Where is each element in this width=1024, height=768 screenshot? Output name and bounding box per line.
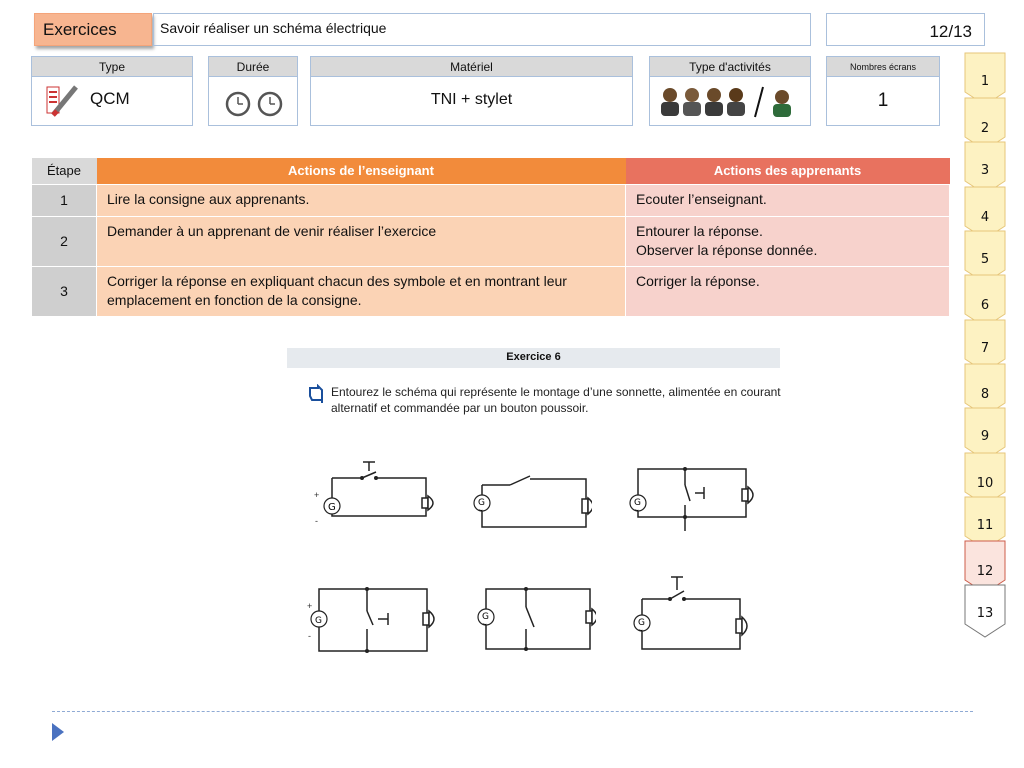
info-activites-label: Type d'activités (650, 57, 810, 77)
col-header-enseignant: Actions de l’enseignant (97, 158, 626, 184)
info-type-label: Type (32, 57, 192, 77)
generator-label: G (328, 502, 336, 513)
info-materiel (310, 56, 633, 126)
tab-label: 4 (980, 210, 990, 225)
tab-label: 10 (976, 476, 994, 491)
info-materiel-label: Matériel (311, 57, 632, 77)
learner-action: Ecouter l’enseignant. (626, 184, 950, 216)
play-triangle-icon[interactable] (50, 721, 66, 743)
info-materiel-value: TNI + stylet (430, 91, 513, 108)
tab-slide-13[interactable] (964, 584, 1006, 638)
tab-label: 8 (980, 387, 990, 402)
table-row (32, 266, 950, 316)
ac-symbol: ~ (478, 506, 483, 515)
generator-label: G (634, 498, 641, 508)
info-ecrans-value: 1 (877, 90, 889, 111)
tab-label: 6 (980, 298, 990, 313)
polarity-plus: + (307, 601, 313, 611)
generator-label: G (482, 612, 489, 622)
footer-divider (52, 711, 973, 712)
col-header-etape: Étape (32, 158, 97, 184)
polarity-minus: - (308, 631, 311, 641)
teacher-action: Demander à un apprenant de venir réaliser l’exercice (97, 216, 626, 266)
ac-symbol: ~ (634, 506, 639, 515)
tab-label: 13 (976, 606, 994, 621)
steps-table (31, 158, 950, 317)
step-number: 3 (32, 266, 97, 316)
circuit-option-1[interactable] (312, 458, 434, 538)
polarity-plus: + (314, 490, 320, 500)
info-type-value: QCM (90, 89, 130, 108)
generator-label: G (315, 616, 322, 626)
teacher-action: Corriger la réponse en expliquant chacun des symbole et en montrant leur emplacement en fonction de la consigne. (97, 266, 626, 316)
circuit-option-6[interactable] (630, 573, 748, 655)
generator-label: G (638, 618, 645, 628)
ac-symbol: ~ (638, 626, 643, 635)
teacher-action: Lire la consigne aux apprenants. (97, 184, 626, 216)
tab-label: 9 (980, 429, 990, 444)
info-duree (208, 56, 298, 126)
tab-label: 5 (980, 252, 990, 267)
page-title: Savoir réaliser un schéma électrique (153, 13, 811, 46)
polarity-minus: - (315, 516, 318, 526)
info-duree-label: Durée (209, 57, 297, 77)
tab-label: 2 (980, 121, 990, 136)
exercise-title: Exercice 6 (287, 348, 780, 368)
info-ecrans-label: Nombres écrans (827, 57, 939, 77)
alarm-clock-icon (223, 89, 287, 119)
info-type (31, 56, 193, 126)
tab-label: 1 (980, 74, 990, 89)
circuit-option-2[interactable] (468, 465, 592, 537)
page-counter: 12/13 (826, 13, 985, 46)
exercise-instruction: Entourez le schéma qui représente le montage d’une sonnette, alimentée en courant alternatif et commandée par un bouton poussoir. (331, 385, 781, 415)
step-number: 2 (32, 216, 97, 266)
info-activites (649, 56, 811, 126)
col-header-apprenants: Actions des apprenants (626, 158, 950, 184)
table-row (32, 216, 950, 266)
generator-label: G (478, 498, 485, 508)
hand-pointer-icon (307, 384, 327, 404)
circuit-option-3[interactable] (624, 465, 756, 537)
table-row (32, 184, 950, 216)
circuit-choices (300, 455, 770, 665)
section-badge: Exercices (34, 13, 152, 46)
learner-action: Corriger la réponse. (626, 266, 950, 316)
tab-label: 7 (980, 341, 990, 356)
group-people-icon (656, 85, 806, 119)
tab-label: 12 (976, 564, 994, 579)
step-number: 1 (32, 184, 97, 216)
ac-symbol: ~ (482, 620, 487, 629)
quiz-pencil-icon (44, 81, 84, 121)
info-ecrans (826, 56, 940, 126)
circuit-option-4[interactable] (305, 585, 437, 657)
tab-label: 11 (976, 518, 994, 533)
learner-action: Entourer la réponse. Observer la réponse donnée. (626, 216, 950, 266)
circuit-option-5[interactable] (474, 585, 596, 657)
tab-label: 3 (980, 163, 990, 178)
